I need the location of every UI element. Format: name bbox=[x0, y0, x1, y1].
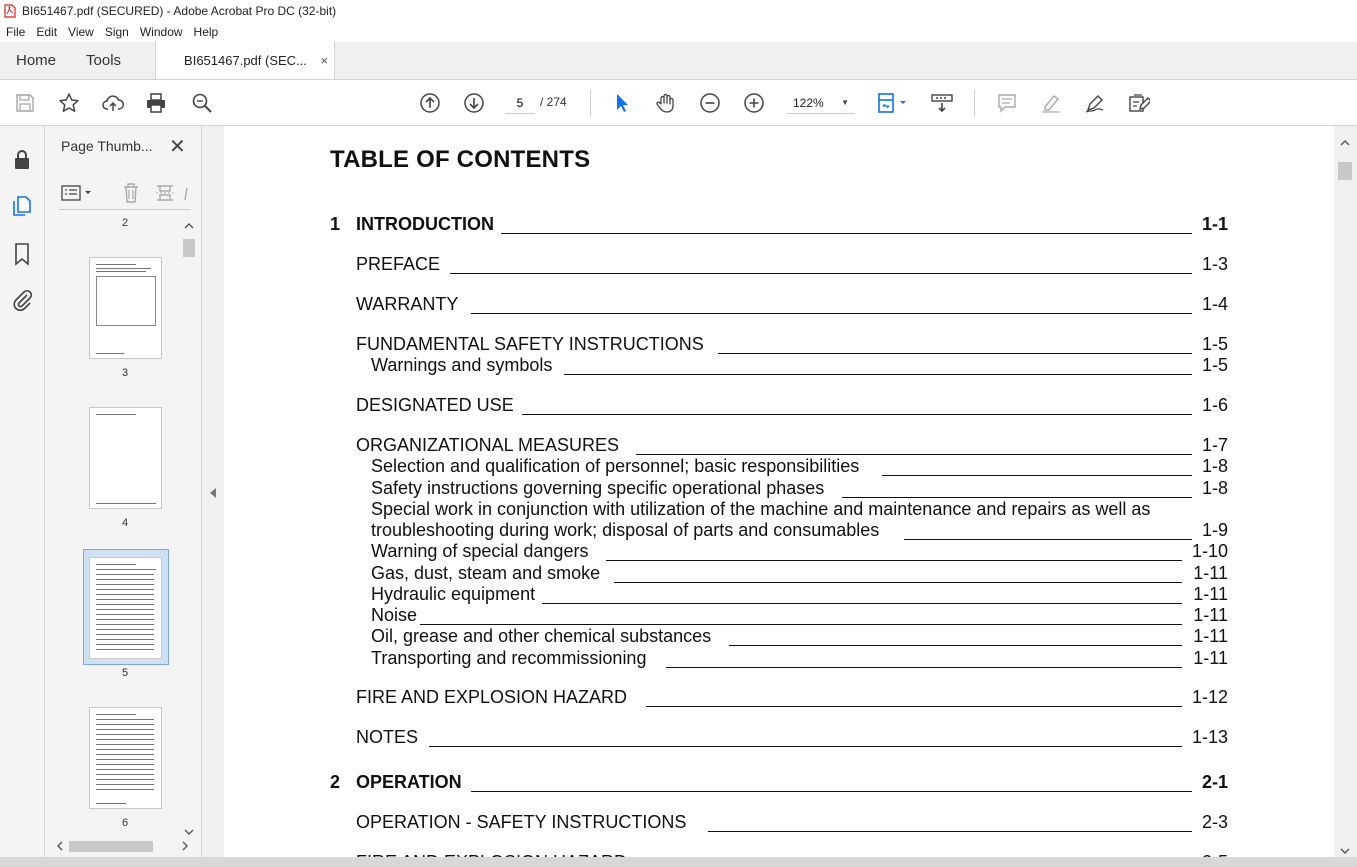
thumbnail-label: 4 bbox=[121, 517, 129, 529]
scrollbar-thumb[interactable] bbox=[1338, 162, 1352, 180]
scroll-mode-icon[interactable] bbox=[930, 91, 954, 115]
document-scrollbar[interactable] bbox=[1334, 126, 1357, 867]
thumbnail-scrollbar[interactable] bbox=[182, 221, 196, 839]
menu-edit[interactable]: Edit bbox=[36, 25, 58, 39]
panel-toolbar bbox=[59, 178, 191, 210]
toc-entry[interactable]: OPERATION - SAFETY INSTRUCTIONS bbox=[356, 812, 687, 832]
toc-page: 1-11 bbox=[1193, 563, 1228, 583]
hand-tool-icon[interactable] bbox=[654, 91, 678, 115]
toolbar-divider bbox=[974, 90, 975, 116]
fit-page-icon[interactable] bbox=[874, 91, 910, 115]
toc-leader bbox=[471, 791, 1192, 792]
menu-window[interactable]: Window bbox=[139, 25, 183, 39]
zoom-in-icon[interactable] bbox=[742, 91, 766, 115]
toc-entry[interactable]: DESIGNATED USE bbox=[356, 395, 514, 415]
toc-entry[interactable]: Safety instructions governing specific operational phases bbox=[371, 478, 825, 498]
fill-sign-icon[interactable] bbox=[1127, 91, 1151, 115]
page-thumbnails-icon[interactable] bbox=[10, 194, 34, 218]
toc-entry[interactable]: WARRANTY bbox=[356, 294, 459, 314]
menu-file[interactable]: File bbox=[6, 25, 26, 39]
window-title: BI651467.pdf (SECURED) - Adobe Acrobat Pro DC (32-bit) bbox=[22, 4, 337, 18]
toc-leader bbox=[666, 667, 1182, 668]
toc-page: 1-1 bbox=[1201, 214, 1228, 234]
chevron-up-icon[interactable] bbox=[184, 221, 194, 231]
toc-entry[interactable]: FUNDAMENTAL SAFETY INSTRUCTIONS bbox=[356, 334, 704, 354]
toc-heading: TABLE OF CONTENTS bbox=[330, 146, 591, 173]
status-strip bbox=[0, 857, 1357, 867]
select-cursor-icon[interactable] bbox=[610, 91, 634, 115]
tab-home[interactable]: Home bbox=[16, 51, 57, 69]
thumbnail-horizontal-scrollbar[interactable] bbox=[55, 838, 195, 854]
bookmark-icon[interactable] bbox=[10, 242, 34, 266]
page-number-input[interactable] bbox=[505, 92, 535, 114]
toc-page: 2-3 bbox=[1201, 812, 1228, 832]
toc-page: 1-11 bbox=[1193, 648, 1228, 668]
toc-leader bbox=[450, 273, 1192, 274]
thumbnail-options-icon[interactable] bbox=[61, 184, 95, 202]
toc-leader bbox=[614, 582, 1182, 583]
title-bar bbox=[0, 0, 1357, 22]
toc-leader bbox=[471, 313, 1192, 314]
tab-close-icon[interactable]: × bbox=[320, 52, 329, 68]
toc-leader bbox=[842, 497, 1192, 498]
thumbnail-page-3[interactable] bbox=[89, 257, 162, 359]
zoom-out-icon[interactable] bbox=[698, 91, 722, 115]
extract-pages-icon[interactable] bbox=[155, 182, 175, 204]
toc-entry[interactable]: Transporting and recommissioning bbox=[371, 648, 647, 668]
toc-entry[interactable]: ORGANIZATIONAL MEASURES bbox=[356, 435, 620, 455]
thumbnail-label: 3 bbox=[121, 367, 129, 379]
toc-leader bbox=[646, 706, 1182, 707]
toc-entry[interactable]: FIRE AND EXPLOSION HAZARD bbox=[356, 687, 628, 707]
thumbnail-label: 6 bbox=[121, 817, 129, 829]
toc-leader bbox=[708, 831, 1192, 832]
chevron-up-icon[interactable] bbox=[1340, 138, 1350, 148]
menu-help[interactable]: Help bbox=[193, 25, 219, 39]
toc-page: 1-9 bbox=[1201, 520, 1228, 540]
chevron-left-icon[interactable] bbox=[55, 841, 65, 851]
toc-leader bbox=[882, 475, 1192, 476]
toc-page: 1-5 bbox=[1201, 355, 1228, 375]
collapse-arrow-icon[interactable] bbox=[209, 487, 217, 499]
toc-entry[interactable]: Gas, dust, steam and smoke bbox=[371, 563, 601, 583]
toc-page: 2-1 bbox=[1201, 772, 1228, 792]
thumbnail-page-6[interactable] bbox=[89, 707, 162, 809]
toc-entry[interactable]: Selection and qualification of personnel; basic responsibilities bbox=[371, 456, 860, 476]
toc-entry[interactable]: Special work in conjunction with utilization of the machine and maintenance and repairs as well as bbox=[371, 499, 1151, 519]
previous-page-icon[interactable] bbox=[418, 91, 442, 115]
more-tools-icon[interactable] bbox=[183, 182, 191, 204]
toc-page: 1-12 bbox=[1191, 687, 1228, 707]
menu-view[interactable]: View bbox=[68, 25, 94, 39]
menu-sign[interactable]: Sign bbox=[104, 25, 129, 39]
toc-page: 1-5 bbox=[1201, 334, 1228, 354]
menu-bar bbox=[0, 22, 1357, 42]
toc-page: 1-10 bbox=[1191, 541, 1228, 561]
star-icon[interactable] bbox=[57, 91, 81, 115]
zoom-select[interactable] bbox=[787, 92, 855, 114]
chevron-down-icon: ▼ bbox=[841, 98, 849, 107]
trash-icon[interactable] bbox=[121, 182, 141, 204]
toc-page: 1-11 bbox=[1193, 584, 1228, 604]
toc-page: 1-8 bbox=[1201, 478, 1228, 498]
toc-leader bbox=[904, 539, 1192, 540]
toc-section-title[interactable]: OPERATION bbox=[356, 772, 462, 792]
toc-page: 1-6 bbox=[1201, 395, 1228, 415]
toc-leader bbox=[542, 603, 1182, 604]
page-thumbnails-panel bbox=[45, 126, 202, 867]
print-icon[interactable] bbox=[144, 91, 168, 115]
attachment-icon[interactable] bbox=[10, 288, 34, 312]
toolbar-divider bbox=[590, 90, 591, 116]
toc-leader bbox=[718, 353, 1192, 354]
toc-leader bbox=[429, 746, 1182, 747]
upload-cloud-icon[interactable] bbox=[101, 91, 125, 115]
tab-bar bbox=[0, 42, 1357, 80]
toc-section-number: 1 bbox=[330, 214, 341, 234]
panel-close-icon[interactable]: ✕ bbox=[169, 136, 186, 158]
lock-icon[interactable] bbox=[10, 148, 34, 172]
pdf-file-icon bbox=[4, 4, 16, 18]
toc-page: 1-11 bbox=[1193, 626, 1228, 646]
thumbnail-page-5[interactable] bbox=[89, 557, 162, 659]
toc-section-number: 2 bbox=[330, 772, 341, 792]
tab-document-label: BI651467.pdf (SEC... bbox=[184, 52, 307, 68]
toc-entry[interactable]: Warning of special dangers bbox=[371, 541, 589, 561]
toc-entry[interactable]: Warnings and symbols bbox=[371, 355, 553, 375]
toc-entry[interactable]: NOTES bbox=[356, 727, 419, 747]
toc-section-title[interactable]: INTRODUCTION bbox=[356, 214, 494, 234]
thumbnail-label: 2 bbox=[121, 217, 129, 229]
toc-leader bbox=[501, 233, 1192, 234]
toc-entry[interactable]: PREFACE bbox=[356, 254, 441, 274]
panel-title: Page Thumb... bbox=[61, 138, 153, 154]
toc-entry[interactable]: Oil, grease and other chemical substances bbox=[371, 626, 712, 646]
toc-leader bbox=[606, 560, 1182, 561]
chevron-down-icon[interactable] bbox=[184, 827, 194, 837]
toc-entry[interactable]: Hydraulic equipment bbox=[371, 584, 536, 604]
find-zoom-icon[interactable] bbox=[190, 91, 214, 115]
thumbnail-label: 5 bbox=[121, 667, 129, 679]
zoom-value: 122% bbox=[793, 95, 824, 110]
toc-leader bbox=[420, 624, 1182, 625]
next-page-icon[interactable] bbox=[462, 91, 486, 115]
panel-collapse-handle[interactable] bbox=[202, 126, 224, 867]
document-view[interactable] bbox=[224, 126, 1334, 867]
draw-pen-icon[interactable] bbox=[1083, 91, 1107, 115]
toc-leader bbox=[636, 454, 1192, 455]
toc-leader bbox=[729, 645, 1182, 646]
comment-icon[interactable] bbox=[995, 91, 1019, 115]
toc-page: 1-13 bbox=[1191, 727, 1228, 747]
toc-page: 1-11 bbox=[1193, 605, 1228, 625]
toc-leader bbox=[522, 414, 1192, 415]
tab-document[interactable] bbox=[155, 41, 335, 79]
chevron-right-icon[interactable] bbox=[180, 841, 190, 851]
page-total-label: / 274 bbox=[540, 95, 567, 109]
toc-page: 1-7 bbox=[1201, 435, 1228, 455]
chevron-down-icon[interactable] bbox=[1340, 846, 1350, 856]
toc-page: 1-3 bbox=[1201, 254, 1228, 274]
tab-tools[interactable]: Tools bbox=[86, 51, 122, 69]
toc-page: 1-4 bbox=[1201, 294, 1228, 314]
left-rail bbox=[0, 126, 45, 867]
toolbar bbox=[0, 80, 1357, 126]
toc-entry[interactable]: troubleshooting during work; disposal of parts and consumables bbox=[371, 520, 880, 540]
save-icon[interactable] bbox=[13, 91, 37, 115]
thumbnail-page-4[interactable] bbox=[89, 407, 162, 509]
toc-leader bbox=[564, 374, 1192, 375]
highlight-pen-icon[interactable] bbox=[1039, 91, 1063, 115]
toc-entry[interactable]: Noise bbox=[371, 605, 418, 625]
toc-page: 1-8 bbox=[1201, 456, 1228, 476]
